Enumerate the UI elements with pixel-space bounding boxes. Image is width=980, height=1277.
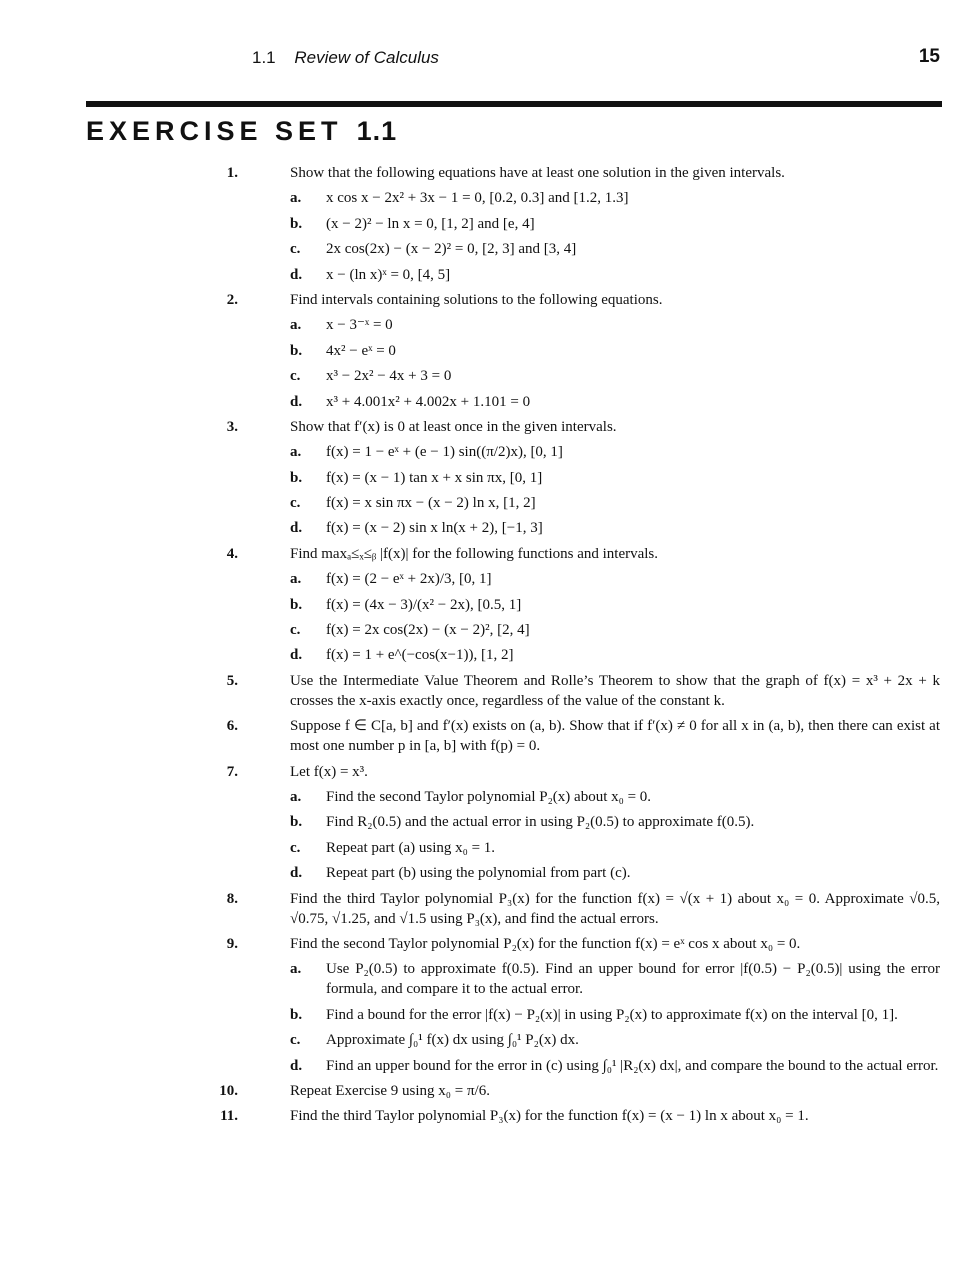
problem-number: 6.: [226, 718, 238, 735]
problem-part: [250, 620, 940, 640]
problem-part: [250, 812, 940, 832]
problem-number: 8.: [226, 890, 238, 907]
problem: [226, 934, 940, 1076]
problem: [226, 417, 940, 539]
part-text: Find R₂(0.5) and the actual error in using P₂(0.5) to approximate f(0.5).: [326, 814, 755, 831]
part-text: x³ − 2x² − 4x + 3 = 0: [326, 368, 452, 385]
problem-part: [250, 645, 940, 665]
exercise-set-heading: [86, 116, 397, 147]
part-text: f(x) = (2 − eˣ + 2x)/3, [0, 1]: [326, 571, 492, 588]
part-label: a.: [290, 444, 302, 461]
problem-part: [250, 315, 940, 335]
part-label: a.: [290, 961, 302, 978]
part-text: x³ + 4.001x² + 4.002x + 1.101 = 0: [326, 393, 531, 410]
problem: [226, 671, 940, 711]
part-text: f(x) = (4x − 3)/(x² − 2x), [0.5, 1]: [326, 596, 522, 613]
part-label: c.: [290, 368, 301, 385]
part-label: a.: [290, 190, 302, 207]
part-text: f(x) = x sin πx − (x − 2) ln x, [1, 2]: [326, 495, 536, 512]
problem-part: [250, 265, 940, 285]
part-text: f(x) = 2x cos(2x) − (x − 2)², [2, 4]: [326, 622, 530, 639]
part-text: x − 3⁻ˣ = 0: [326, 317, 393, 334]
part-text: Find an upper bound for the error in (c) using ∫₀¹ |R₂(x) dx|, and compare the bound to the actual error.: [326, 1057, 939, 1074]
part-label: a.: [290, 317, 302, 334]
problem-part: [250, 863, 940, 883]
problem: [226, 889, 940, 929]
problem-part: [250, 518, 940, 538]
header-rule: [86, 101, 942, 107]
problem-number: 2.: [226, 291, 238, 308]
problem-text: Repeat Exercise 9 using x₀ = π/6.: [290, 1082, 490, 1099]
part-label: b.: [290, 215, 303, 232]
problem-number: 1.: [226, 165, 238, 181]
part-text: Repeat part (a) using x₀ = 1.: [326, 839, 496, 856]
problem-text: Find intervals containing solutions to the following equations.: [290, 291, 663, 308]
problem-text: Find the third Taylor polynomial P₃(x) for the function f(x) = √(x + 1) about x₀ = 0. Approximate √0.5, √0.75, √1.25, and √1.5 using P₃(x), and find the actual errors.: [290, 890, 940, 927]
problem: [226, 290, 940, 412]
part-text: f(x) = (x − 1) tan x + x sin πx, [0, 1]: [326, 469, 543, 486]
part-label: c.: [290, 495, 301, 512]
problem: [226, 716, 940, 756]
problem-part: [250, 239, 940, 259]
problem-text: Find the third Taylor polynomial P₃(x) for the function f(x) = (x − 1) ln x about x₀ = 1.: [290, 1108, 809, 1125]
part-label: a.: [290, 571, 302, 588]
problem-number: 3.: [226, 418, 238, 435]
problem: [226, 762, 940, 884]
part-text: Find the second Taylor polynomial P₂(x) about x₀ = 0.: [326, 788, 652, 805]
part-label: d.: [290, 865, 303, 882]
problem-text: Use the Intermediate Value Theorem and Rolle’s Theorem to show that the graph of f(x) = x³ + 2x + k crosses the x-axis exactly once, regardless of the value of the constant k.: [290, 672, 940, 709]
part-text: f(x) = 1 + e^(−cos(x−1)), [1, 2]: [326, 647, 514, 664]
part-label: c.: [290, 241, 301, 258]
problem-text: Show that the following equations have at least one solution in the given intervals.: [290, 165, 785, 181]
problem-number: 9.: [226, 935, 238, 952]
problem-part: [250, 442, 940, 462]
section-title: Review of Calculus: [294, 48, 439, 67]
problem-part: [250, 1030, 940, 1050]
part-text: x − (ln x)ˣ = 0, [4, 5]: [326, 266, 451, 283]
part-text: Use P₂(0.5) to approximate f(0.5). Find an upper bound for error |f(0.5) − P₂(0.5)| using the error formula, and compare it to the actual error.: [326, 961, 940, 998]
part-text: Repeat part (b) using the polynomial from part (c).: [326, 865, 631, 882]
part-text: 2x cos(2x) − (x − 2)² = 0, [2, 3] and [3, 4]: [326, 241, 577, 258]
running-header: [252, 48, 439, 68]
problem-number: 7.: [226, 763, 238, 780]
part-label: b.: [290, 342, 303, 359]
problem-part: [250, 366, 940, 386]
part-text: 4x² − eˣ = 0: [326, 342, 396, 359]
page-number: 15: [918, 46, 940, 67]
part-label: d.: [290, 266, 303, 283]
part-label: b.: [290, 596, 303, 613]
part-label: d.: [290, 520, 303, 537]
part-text: f(x) = (x − 2) sin x ln(x + 2), [−1, 3]: [326, 520, 543, 537]
section-number: 1.1: [252, 48, 276, 67]
problem-text: Let f(x) = x³.: [290, 763, 368, 780]
problem-number: 11.: [220, 1108, 238, 1125]
part-label: d.: [290, 1057, 303, 1074]
problem-text: Suppose f ∈ C[a, b] and f′(x) exists on (a, b). Show that if f′(x) ≠ 0 for all x in (a, b), then there can exist at most one number p in [a, b] with f(p) = 0.: [290, 718, 940, 755]
problem: [226, 163, 940, 285]
problem-part: [250, 595, 940, 615]
problem-part: [250, 1005, 940, 1025]
part-label: b.: [290, 814, 303, 831]
problem-part: [250, 392, 940, 412]
problem-text: Find maxₐ≤ₓ≤ᵦ |f(x)| for the following functions and intervals.: [290, 545, 659, 562]
problem: [226, 544, 940, 666]
problem-number: 10.: [219, 1082, 238, 1099]
part-label: b.: [290, 469, 303, 486]
part-label: b.: [290, 1006, 303, 1023]
problem-number: 4.: [226, 545, 238, 562]
problem-part: [250, 188, 940, 208]
part-label: a.: [290, 788, 302, 805]
exercise-set-label: EXERCISE SET: [86, 116, 343, 146]
problem-part: [250, 493, 940, 513]
part-text: Find a bound for the error |f(x) − P₂(x)| in using P₂(x) to approximate f(x) on the interval [0, 1].: [326, 1006, 898, 1023]
problem-part: [250, 468, 940, 488]
problem: [220, 1106, 940, 1126]
problem-part: [250, 787, 940, 807]
problem-list: [219, 163, 940, 1132]
part-text: f(x) = 1 − eˣ + (e − 1) sin((π/2)x), [0, 1]: [326, 444, 563, 461]
problem-text: Show that f′(x) is 0 at least once in the given intervals.: [290, 418, 617, 435]
problem-part: [250, 214, 940, 234]
exercise-set-number: 1.1: [356, 116, 398, 146]
problem-number: 5.: [226, 672, 238, 689]
part-text: x cos x − 2x² + 3x − 1 = 0, [0.2, 0.3] and [1.2, 1.3]: [326, 190, 629, 207]
problem-part: [250, 569, 940, 589]
problem-part: [250, 838, 940, 858]
problem-part: [250, 1056, 940, 1076]
part-label: c.: [290, 1032, 301, 1049]
problem-text: Find the second Taylor polynomial P₂(x) for the function f(x) = eˣ cos x about x₀ = 0.: [290, 935, 801, 952]
problem-part: [250, 959, 940, 999]
problem-part: [250, 341, 940, 361]
part-text: Approximate ∫₀¹ f(x) dx using ∫₀¹ P₂(x) dx.: [326, 1032, 579, 1049]
part-text: (x − 2)² − ln x = 0, [1, 2] and [e, 4]: [326, 215, 535, 232]
part-label: c.: [290, 622, 301, 639]
problem: [219, 1081, 940, 1101]
part-label: d.: [290, 393, 303, 410]
part-label: d.: [290, 647, 303, 664]
part-label: c.: [290, 839, 301, 856]
